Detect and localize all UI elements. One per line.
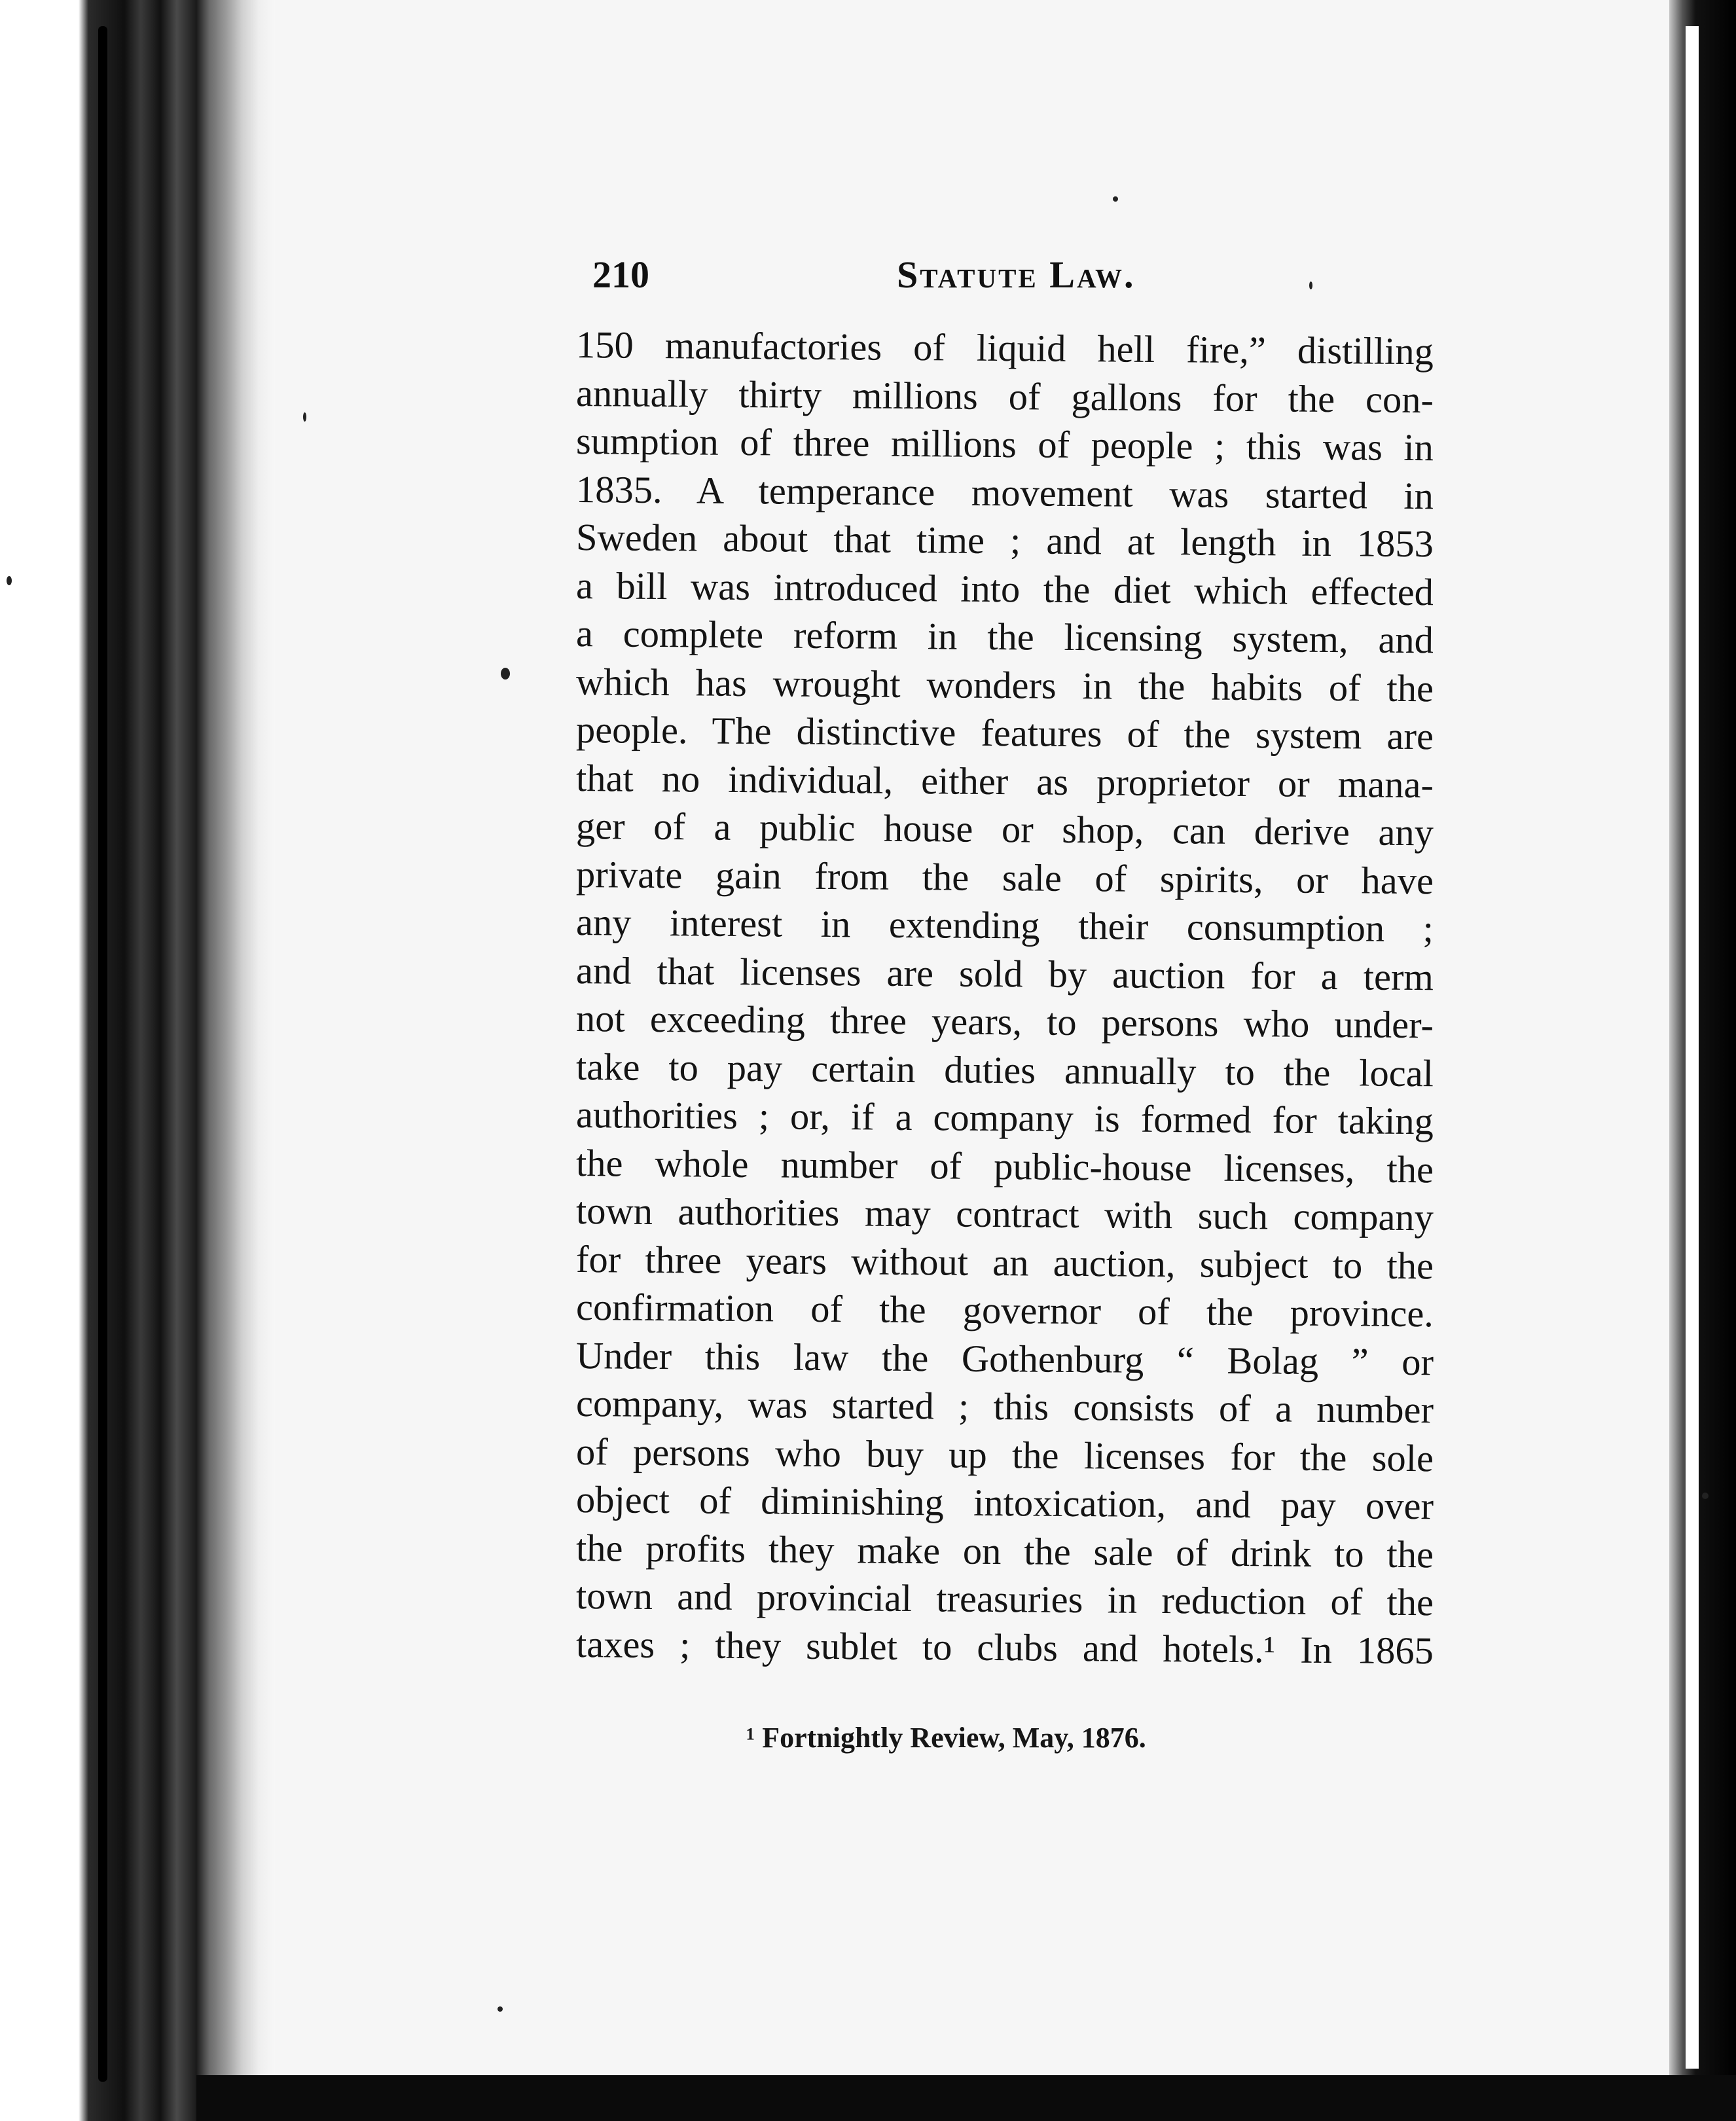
scan-speck [303, 412, 306, 422]
text-line: sumption of three millions of people ; this was in [575, 420, 1434, 469]
text-line: private gain from the sale of spirits, or have [575, 852, 1434, 902]
footnote: ¹ Fortnightly Review, May, 1876. [746, 1722, 1146, 1754]
text-line: 150 manufactories of liquid hell fire,” distilling [575, 323, 1434, 373]
text-line: taxes ; they sublet to clubs and hotels.¹ In 1865 [575, 1622, 1434, 1672]
text-line: town authorities may contract with such company [575, 1189, 1434, 1239]
text-line: which has wrought wonders in the habits of the [575, 660, 1434, 710]
text-line: town and provincial treasuries in reduction of the [575, 1574, 1434, 1624]
text-line: object of diminishing intoxication, and pay over [575, 1478, 1434, 1528]
text-line: ger of a public house or shop, can derive any [575, 805, 1434, 854]
text-line: any interest in extending their consumption ; [575, 901, 1434, 951]
text-line: for three years without an auction, subject to the [575, 1237, 1434, 1287]
page-number: 210 [592, 253, 649, 296]
text-line: authorities ; or, if a company is formed for taking [575, 1093, 1434, 1143]
text-line: that no individual, either as proprietor or mana- [575, 756, 1434, 806]
scan-speck [1309, 281, 1312, 289]
scan-speck [1702, 1493, 1709, 1499]
text-line: the whole number of public-house licenses, the [575, 1141, 1434, 1191]
text-line: a complete reform in the licensing system, and [575, 612, 1434, 662]
text-line: a bill was introduced into the diet which effected [575, 564, 1434, 613]
text-line: Sweden about that time ; and at length in 1853 [575, 516, 1434, 566]
page-header [592, 242, 1332, 308]
bottom-scan-border [196, 2075, 1736, 2121]
spine-shadow [98, 26, 107, 2082]
right-page-gap [1686, 26, 1699, 2069]
running-head: Statute Law. [897, 253, 1136, 296]
right-page-edge [1669, 0, 1736, 2121]
text-line: take to pay certain duties annually to the local [575, 1045, 1434, 1095]
text-line: annually thirty millions of gallons for the con- [575, 371, 1434, 421]
scan-speck [501, 668, 510, 680]
text-line: people. The distinctive features of the system are [575, 708, 1434, 758]
scan-speck [7, 576, 12, 585]
scan-speck [1113, 196, 1118, 202]
text-line: not exceeding three years, to persons who under- [575, 997, 1434, 1047]
text-line: and that licenses are sold by auction for a term [575, 949, 1434, 998]
text-line: of persons who buy up the licenses for the sole [575, 1430, 1434, 1479]
scan-speck [497, 2006, 503, 2012]
text-line: the profits they make on the sale of drink to the [575, 1526, 1434, 1576]
text-line: company, was started ; this consists of a number [575, 1382, 1434, 1432]
text-line: confirmation of the governor of the province. [575, 1286, 1434, 1335]
text-line: 1835. A temperance movement was started in [575, 467, 1434, 517]
body-text [575, 321, 1434, 1672]
text-line: Under this law the Gothenburg “ Bolag ” or [575, 1333, 1434, 1383]
book-spine [0, 0, 275, 2121]
